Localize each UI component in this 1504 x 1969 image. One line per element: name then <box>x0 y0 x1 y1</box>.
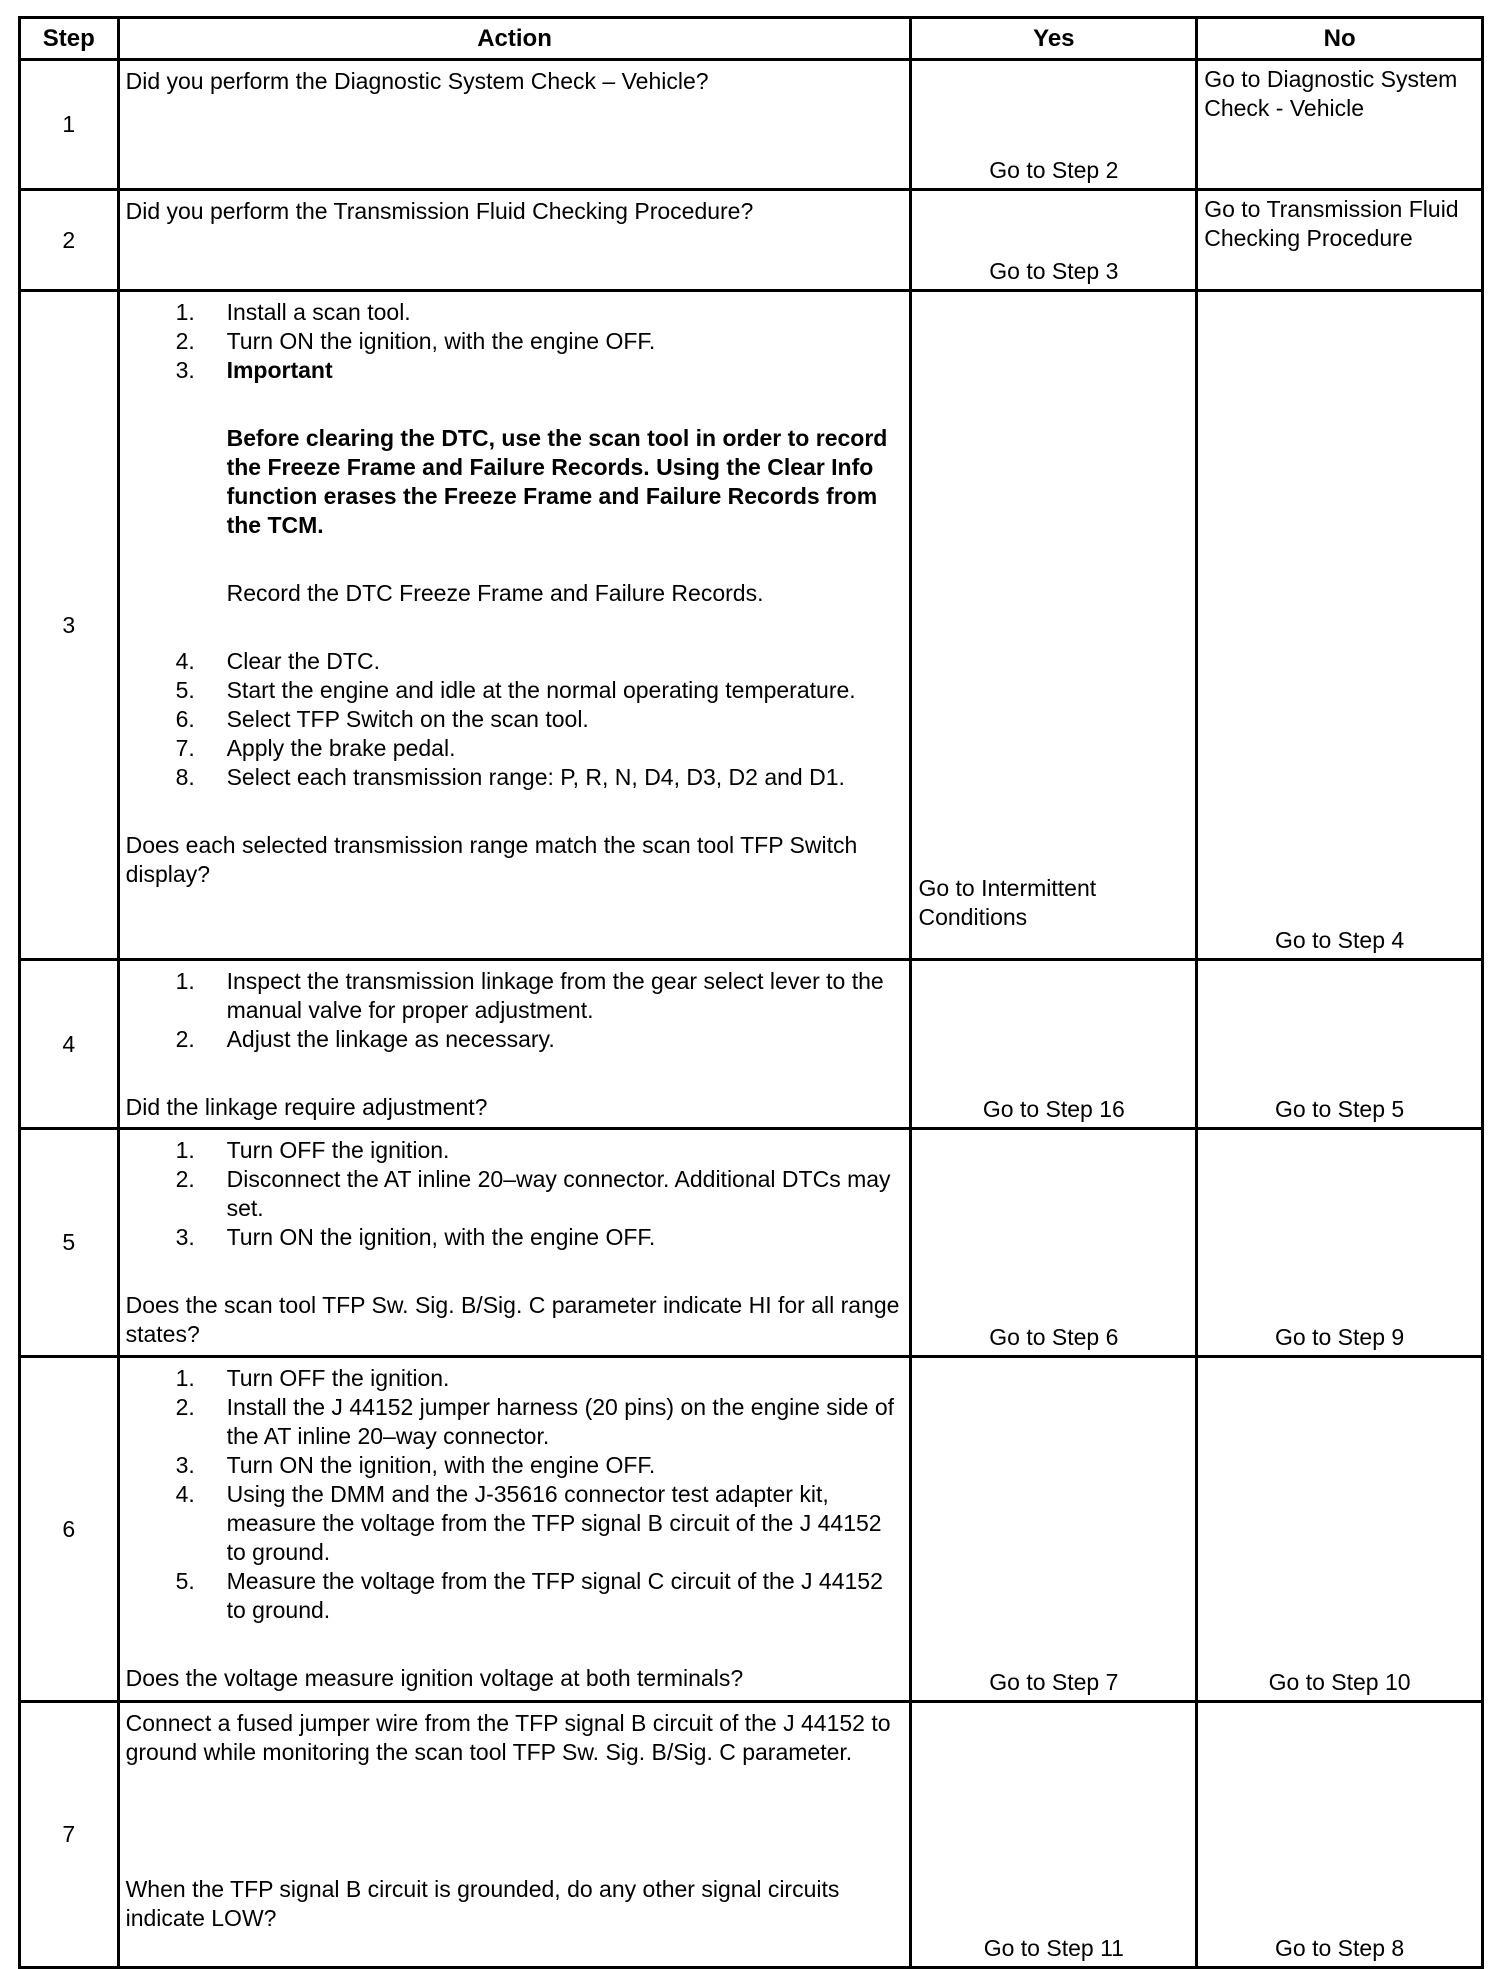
step-number: 1 <box>20 60 119 190</box>
diagnostic-table <box>18 16 1484 1969</box>
action-question: Does the scan tool TFP Sw. Sig. B/Sig. C parameter indicate HI for all range states? <box>125 1292 900 1347</box>
step-number: 3 <box>20 291 119 960</box>
action-cell <box>118 1129 911 1357</box>
list-item <box>126 1165 904 1223</box>
table-row <box>20 291 1483 960</box>
item-text: Install the J 44152 jumper harness (20 pins) on the engine side of the AT inline 20–way connector. <box>226 1394 895 1449</box>
item-text: Start the engine and idle at the normal operating temperature. <box>226 677 856 703</box>
item-number: 3. <box>175 1452 195 1478</box>
item-number: 2. <box>175 1026 195 1052</box>
yes-text: Go to Step 11 <box>983 1935 1124 1961</box>
item-number: 1. <box>175 1365 195 1391</box>
yes-cell <box>911 291 1197 960</box>
list-item <box>126 1364 904 1393</box>
item-number: 3. <box>175 1224 195 1250</box>
action-list <box>126 298 904 385</box>
item-text: Turn OFF the ignition. <box>226 1137 450 1163</box>
table-row <box>20 60 1483 190</box>
step-number: 5 <box>20 1129 119 1357</box>
yes-cell <box>911 960 1197 1129</box>
action-text: Did you perform the Transmission Fluid Checking Procedure? <box>125 198 754 224</box>
action-cell <box>118 1702 911 1968</box>
item-number: 1. <box>175 968 195 994</box>
action-list <box>126 647 904 792</box>
no-text: Go to Step 8 <box>1275 1935 1405 1961</box>
no-text: Go to Step 4 <box>1275 927 1405 953</box>
action-cell <box>118 190 911 291</box>
action-cell <box>118 1357 911 1702</box>
item-text: Turn ON the ignition, with the engine OFF. <box>226 328 656 354</box>
no-text: Go to Transmission Fluid Checking Procedure <box>1204 196 1459 251</box>
list-item <box>126 327 904 356</box>
action-list <box>126 967 904 1054</box>
yes-cell <box>911 190 1197 291</box>
no-text: Go to Diagnostic System Check - Vehicle <box>1204 66 1458 121</box>
item-number: 1. <box>175 1137 195 1163</box>
list-item <box>126 1567 904 1625</box>
header-step: Step <box>20 18 119 60</box>
item-text: Disconnect the AT inline 20–way connector. Additional DTCs may set. <box>226 1166 891 1221</box>
no-cell <box>1197 190 1483 291</box>
item-text: Measure the voltage from the TFP signal C circuit of the J 44152 to ground. <box>226 1568 883 1623</box>
no-cell <box>1197 1702 1483 1968</box>
list-item <box>126 1025 904 1054</box>
item-text: Apply the brake pedal. <box>226 735 456 761</box>
item-text: Turn ON the ignition, with the engine OFF. <box>226 1224 656 1250</box>
step-number: 2 <box>20 190 119 291</box>
list-item <box>126 1223 904 1252</box>
list-item <box>126 1480 904 1567</box>
list-item <box>126 1136 904 1165</box>
action-cell <box>118 291 911 960</box>
item-number: 3. <box>175 357 195 383</box>
header-row <box>20 18 1483 60</box>
item-text: Select each transmission range: P, R, N, D4, D3, D2 and D1. <box>226 764 845 790</box>
item-text: Inspect the transmission linkage from the gear select lever to the manual valve for proper adjustment. <box>226 968 884 1023</box>
action-question: Did the linkage require adjustment? <box>125 1094 488 1120</box>
list-item <box>126 734 904 763</box>
yes-text: Go to Step 6 <box>989 1324 1119 1350</box>
header-action: Action <box>118 18 911 60</box>
action-question: When the TFP signal B circuit is grounded, do any other signal circuits indicate LOW? <box>125 1876 840 1931</box>
yes-cell <box>911 60 1197 190</box>
item-number: 4. <box>175 648 195 674</box>
step-number: 4 <box>20 960 119 1129</box>
table-row <box>20 190 1483 291</box>
yes-text: Go to Step 3 <box>989 258 1119 284</box>
list-item <box>126 1393 904 1451</box>
important-heading: Important <box>226 357 333 383</box>
item-text: Select TFP Switch on the scan tool. <box>226 706 589 732</box>
no-cell <box>1197 960 1483 1129</box>
item-number: 2. <box>175 1166 195 1192</box>
item-number: 1. <box>175 299 195 325</box>
list-item <box>126 1451 904 1480</box>
important-note: Before clearing the DTC, use the scan tool in order to record the Freeze Frame and Failure Records. Using the Clear Info function erases the Freeze Frame and Failure Records from the TCM. <box>226 425 888 538</box>
item-number: 2. <box>175 1394 195 1420</box>
yes-cell <box>911 1702 1197 1968</box>
item-number: 6. <box>175 706 195 732</box>
header-no: No <box>1197 18 1483 60</box>
item-text: Adjust the linkage as necessary. <box>226 1026 555 1052</box>
action-question: Does the voltage measure ignition voltage at both terminals? <box>125 1665 744 1691</box>
item-number: 5. <box>175 1568 195 1594</box>
item-text: Install a scan tool. <box>226 299 411 325</box>
action-text: Did you perform the Diagnostic System Check – Vehicle? <box>125 68 709 94</box>
yes-text: Go to Step 2 <box>989 157 1119 183</box>
list-item <box>126 356 904 385</box>
no-cell <box>1197 60 1483 190</box>
yes-cell <box>911 1357 1197 1702</box>
list-item <box>126 763 904 792</box>
item-text: Turn ON the ignition, with the engine OFF. <box>226 1452 656 1478</box>
no-text: Go to Step 9 <box>1275 1324 1405 1350</box>
record-instruction: Record the DTC Freeze Frame and Failure Records. <box>226 580 764 606</box>
action-list <box>126 1364 904 1625</box>
list-item <box>126 298 904 327</box>
yes-cell <box>911 1129 1197 1357</box>
table-row <box>20 1357 1483 1702</box>
item-number: 5. <box>175 677 195 703</box>
table-row <box>20 960 1483 1129</box>
action-cell <box>118 960 911 1129</box>
no-text: Go to Step 5 <box>1275 1096 1405 1122</box>
step-number: 6 <box>20 1357 119 1702</box>
no-text: Go to Step 10 <box>1268 1669 1411 1695</box>
item-text: Clear the DTC. <box>226 648 380 674</box>
action-list <box>126 1136 904 1252</box>
item-number: 4. <box>175 1481 195 1507</box>
table-row <box>20 1702 1483 1968</box>
list-item <box>126 967 904 1025</box>
item-text: Turn OFF the ignition. <box>226 1365 450 1391</box>
list-item <box>126 705 904 734</box>
table-row <box>20 1129 1483 1357</box>
item-number: 7. <box>175 735 195 761</box>
yes-text: Go to Step 7 <box>989 1669 1119 1695</box>
list-item <box>126 676 904 705</box>
yes-text: Go to Intermittent Conditions <box>918 875 1097 930</box>
action-text: Connect a fused jumper wire from the TFP signal B circuit of the J 44152 to ground while monitoring the scan tool TFP Sw. Sig. B/Sig. C parameter. <box>125 1710 891 1765</box>
no-cell <box>1197 1129 1483 1357</box>
yes-text: Go to Step 16 <box>982 1096 1125 1122</box>
action-cell <box>118 60 911 190</box>
header-yes: Yes <box>911 18 1197 60</box>
action-question: Does each selected transmission range match the scan tool TFP Switch display? <box>125 832 858 887</box>
item-text: Using the DMM and the J-35616 connector test adapter kit, measure the voltage from the TFP signal B circuit of the J 44152 to ground. <box>226 1481 882 1565</box>
list-item <box>126 647 904 676</box>
item-number: 2. <box>175 328 195 354</box>
step-number: 7 <box>20 1702 119 1968</box>
item-number: 8. <box>175 764 195 790</box>
no-cell <box>1197 291 1483 960</box>
no-cell <box>1197 1357 1483 1702</box>
